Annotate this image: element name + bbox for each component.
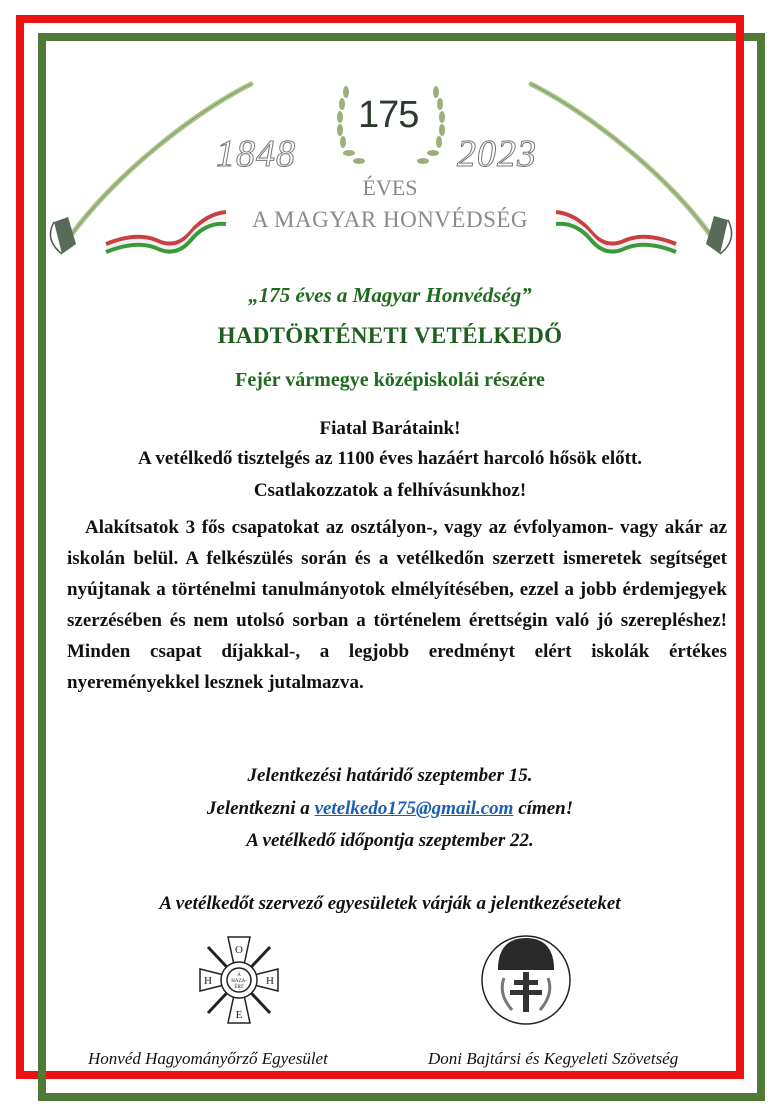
svg-text:A: A [237,973,241,978]
main-title: HADTÖRTÉNETI VETÉLKEDŐ [217,323,563,348]
frame-overlap [38,1071,46,1079]
eves-label: ÉVES [362,175,418,200]
email-link[interactable]: vetelkedo175@gmail.com [314,798,514,819]
email-line [0,798,780,820]
call-to-action: Csatlakozzatok a felhívásunkhoz! [253,480,527,501]
honved-cross-logo [198,935,280,1030]
svg-text:H: H [204,975,212,987]
subtitle: „175 éves a Magyar Honvédség” [248,283,532,307]
cross-emblem-icon [198,935,280,1025]
doni-association-logo [476,928,576,1033]
year-end: 2023 [457,133,537,175]
svg-text:ÉRT: ÉRT [234,985,244,990]
org-name-left: Honvéd Hagyományőrző Egyesület [88,1049,328,1068]
tribute-line: A vetélkedő tisztelgés az 1100 éves hazáért harcoló hősök előtt. [137,448,643,469]
svg-text:HAZA-: HAZA- [231,979,247,984]
email-prefix: Jelentkezni a [206,798,315,819]
organizers-note: A vetélkedőt szervező egyesületek várják a jelentkezéseteket [159,893,621,914]
year-start: 1848 [216,133,296,175]
anniversary-number: 175 [358,94,419,136]
helmet-cross-seal-icon [476,928,576,1028]
org-name-right: Doni Bajtársi és Kegyeleti Szövetség [428,1049,679,1068]
svg-text:H: H [266,975,274,987]
svg-text:O: O [235,944,243,956]
emblem-title: A MAGYAR HONVÉDSÉG [251,207,529,232]
body-paragraph: Alakítsatok 3 fős csapatokat az osztályon-, vagy az évfolyamon- vagy akár az iskolán belül. A felkészülés során és a vetélkedőn szerzett ismeretek segítséget nyújtanak a történelmi tanulmányotok elmélyítésében, ezzel a jobb érdemjegyek szerzésében és nem utolsó sorban a történelem érettségin való jó szerepléshez! Minden csapat díjakkal-, a legjobb eredményt elért iskolák értékes nyereményekkel lesznek jutalmazva. [67,517,727,693]
event-date: A vetélkedő időpontja szeptember 22. [246,830,534,851]
email-suffix: címen! [513,798,574,819]
deadline: Jelentkezési határidő szeptember 15. [247,765,533,786]
greeting: Fiatal Barátaink! [319,418,461,439]
svg-text:E: E [235,1009,243,1021]
target-audience: Fejér vármegye középiskolái részére [235,369,545,391]
